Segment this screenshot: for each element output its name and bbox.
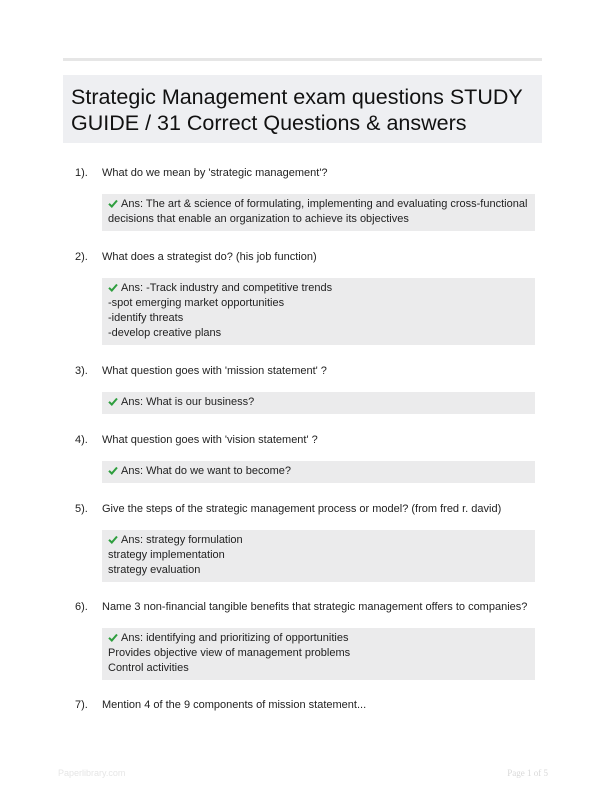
question-text: What question goes with 'mission statement' ? — [102, 365, 327, 377]
question-text: Name 3 non-financial tangible benefits that strategic management offers to companies? — [102, 601, 528, 613]
question-text: Give the steps of the strategic management process or model? (from fred r. david) — [102, 503, 502, 515]
question-number: 7). — [75, 699, 88, 711]
question-number: 5). — [75, 503, 88, 515]
answer-line: Provides objective view of management problems — [108, 647, 351, 659]
answer-line: -identify threats — [108, 312, 184, 324]
answer-line: Ans: What is our business? — [108, 395, 529, 410]
question-number: 3). — [75, 365, 88, 377]
answer-line: Ans: What do we want to become? — [108, 464, 529, 479]
question-number: 1). — [75, 167, 88, 179]
answer-box — [102, 628, 535, 680]
answer-box — [102, 461, 535, 483]
answer-line: -develop creative plans — [108, 327, 222, 339]
answer-line: strategy implementation — [108, 549, 225, 561]
question-number: 4). — [75, 434, 88, 446]
answer-line: Ans: strategy formulation — [108, 533, 529, 548]
check-icon — [108, 397, 118, 406]
document-title: Strategic Management exam questions STUDY GUIDE / 31 Correct Questions & answers — [71, 85, 523, 135]
answer-line: Ans: The art & science of formulating, implementing and evaluating cross-functional — [108, 197, 529, 212]
answer-box — [102, 392, 535, 414]
question-text: What does a strategist do? (his job function) — [102, 251, 317, 263]
page-number: Page 1 of 5 — [507, 768, 548, 778]
answer-line: Ans: -Track industry and competitive trends — [108, 281, 529, 296]
title-box — [63, 75, 542, 143]
answer-line: Control activities — [108, 662, 189, 674]
check-icon — [108, 466, 118, 475]
answer-line: decisions that enable an organization to achieve its objectives — [108, 213, 409, 225]
question-text: What question goes with 'vision statement' ? — [102, 434, 318, 446]
top-rule — [63, 58, 542, 61]
question-number: 6). — [75, 601, 88, 613]
question-text: What do we mean by 'strategic management'? — [102, 167, 328, 179]
check-icon — [108, 283, 118, 292]
answer-line: strategy evaluation — [108, 564, 201, 576]
question-number: 2). — [75, 251, 88, 263]
check-icon — [108, 199, 118, 208]
check-icon — [108, 535, 118, 544]
answer-box — [102, 194, 535, 231]
answer-box — [102, 278, 535, 345]
answer-line: Ans: identifying and prioritizing of opportunities — [108, 631, 529, 646]
check-icon — [108, 633, 118, 642]
question-text: Mention 4 of the 9 components of mission statement... — [102, 699, 367, 711]
answer-box — [102, 530, 535, 582]
answer-line: -spot emerging market opportunities — [108, 297, 285, 309]
footer-watermark: Paperlibrary.com — [58, 768, 126, 778]
